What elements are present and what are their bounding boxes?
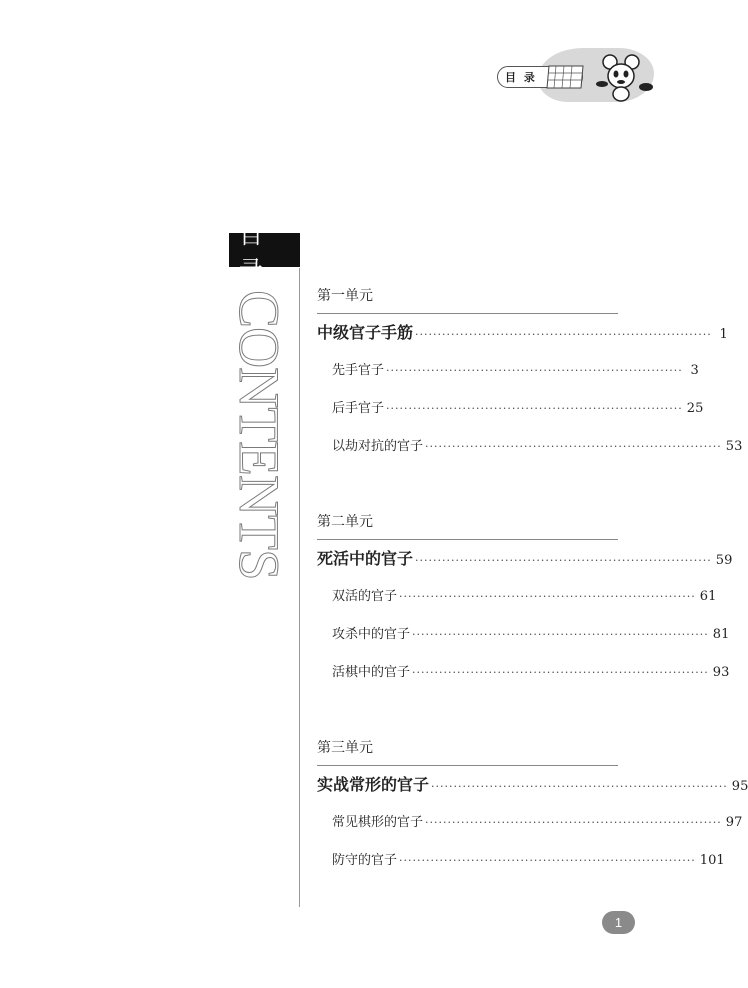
unit-1 [317,286,743,466]
vertical-divider [299,268,300,907]
leader-dots: ·································································· [431,780,728,793]
leader-dots: ·································································· [412,666,709,679]
toc-entry-page: 53 [725,439,743,454]
leader-dots: ·································································· [425,816,722,829]
unit-2 [317,512,733,692]
toc-entry-page: 95 [731,779,748,794]
unit-label: 第二单元 [317,514,373,530]
mouse-mascot-icon [596,54,654,102]
toc-entry-main[interactable] [317,314,728,352]
toc-entry-page: 3 [690,363,699,378]
leader-dots: ·································································· [386,402,683,415]
toc-entry-title: 先手官子 [332,363,385,378]
header-badge-text: 目 录 [505,71,537,84]
toc-entry-page: 93 [712,665,730,680]
toc-entry-page: 59 [715,553,733,568]
unit-label: 第一单元 [317,288,373,304]
toc-entry-title: 活棋中的官子 [332,665,411,680]
toc-entry-title: 以劫对抗的官子 [332,439,424,454]
toc-entry[interactable] [317,428,743,466]
toc-entry[interactable] [317,390,704,428]
toc-entry-title: 死活中的官子 [317,549,414,568]
toc-entry-page: 97 [725,815,743,830]
page-number-badge: 1 [602,911,635,934]
toc-entry[interactable] [317,654,730,692]
unit-3 [317,738,748,880]
toc-entry-title: 双活的官子 [332,589,398,604]
leader-dots: ·································································· [415,328,712,341]
toc-entry[interactable] [317,842,725,880]
toc-entry-main[interactable] [317,766,748,804]
toc-entry-page: 101 [699,853,725,868]
toc-entry-page: 61 [699,589,717,604]
leader-dots: ·································································· [425,440,722,453]
toc-entry-title: 防守的官子 [332,853,398,868]
toc-entry-title: 中级官子手筋 [317,323,414,342]
toc-entry-main[interactable] [317,540,733,578]
toc-entry-page: 25 [686,401,704,416]
toc-entry-title: 实战常形的官子 [317,775,430,794]
toc-entry[interactable] [317,352,699,390]
leader-dots: ·································································· [399,590,696,603]
toc-entry[interactable] [317,804,743,842]
unit-label: 第三单元 [317,740,373,756]
toc-entry-page: 1 [719,327,728,342]
toc-entry-title: 常见棋形的官子 [332,815,424,830]
toc-entry-page: 81 [712,627,730,642]
toc-entry[interactable] [317,616,730,654]
toc-title: 目录 [229,233,300,267]
leader-dots: ·································································· [386,364,683,377]
contents-heading: CONTENTS [227,290,290,580]
leader-dots: ·································································· [415,554,712,567]
go-board-icon [545,64,585,90]
leader-dots: ·································································· [399,854,696,867]
toc-entry[interactable] [317,578,717,616]
toc-entry-title: 攻杀中的官子 [332,627,411,642]
leader-dots: ·································································· [412,628,709,641]
toc-entry-title: 后手官子 [332,401,385,416]
